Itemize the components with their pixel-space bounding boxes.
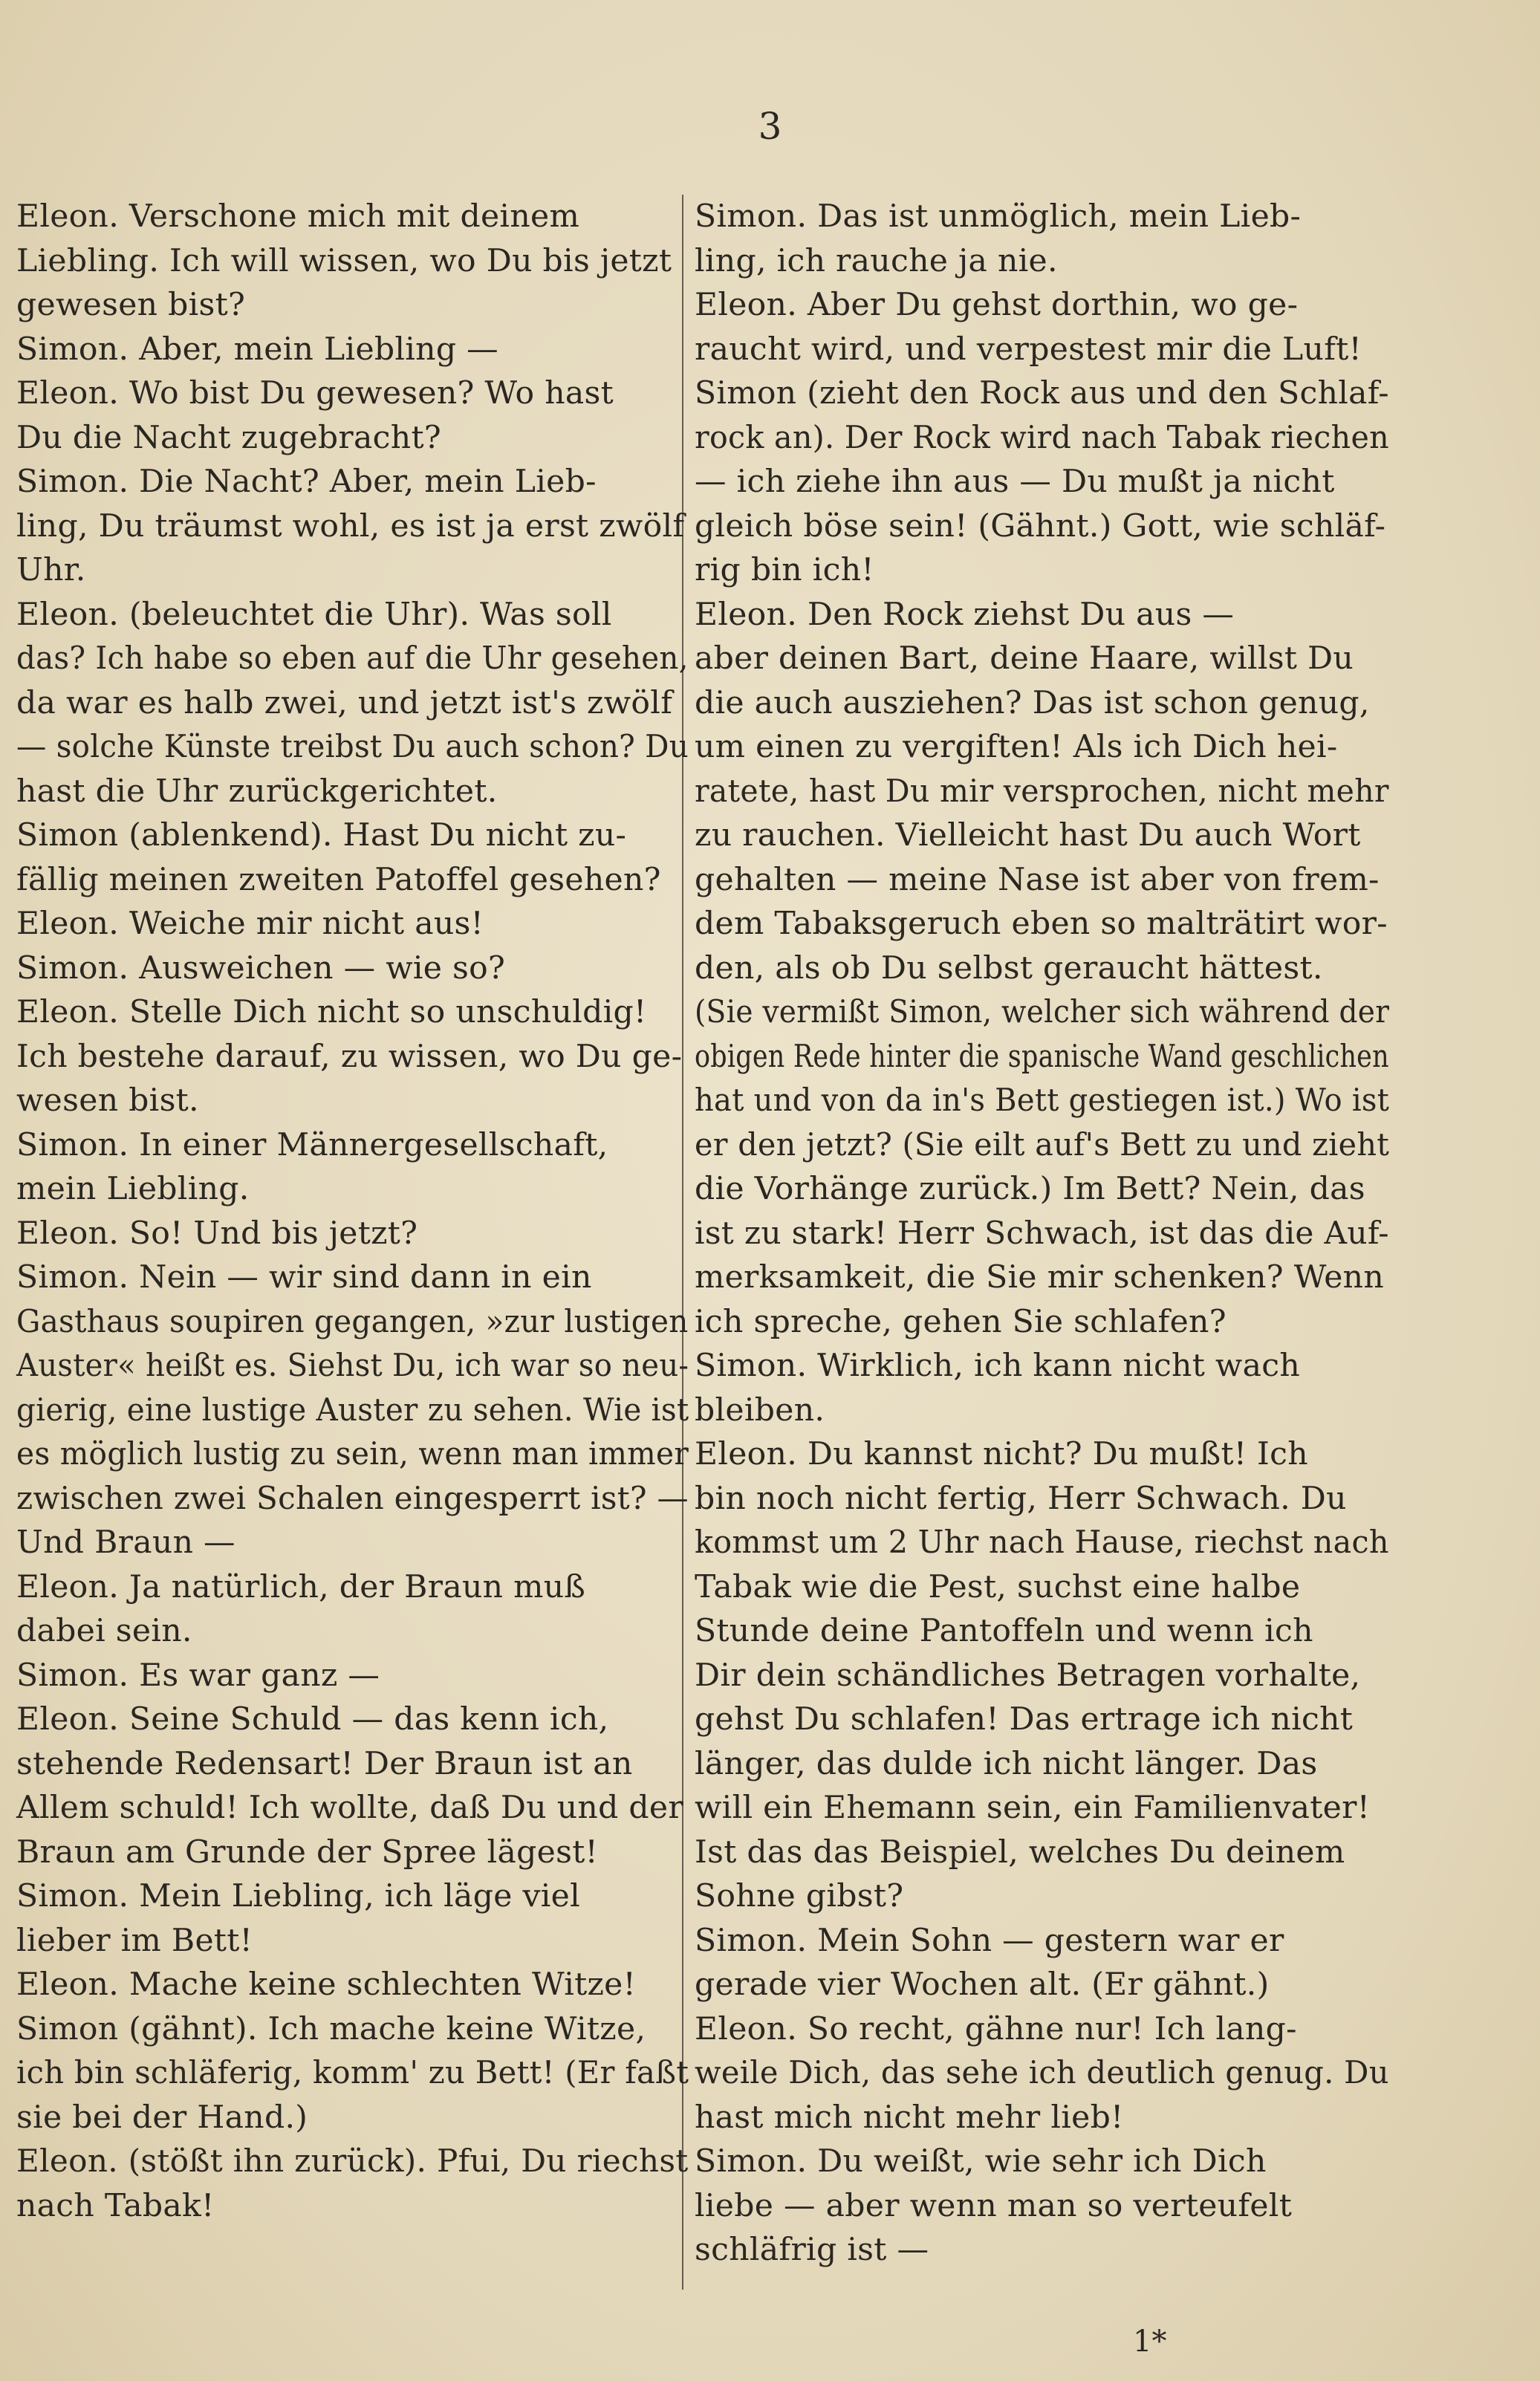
signature-mark: 1* (1133, 2325, 1167, 2359)
page-number: 3 (758, 105, 782, 148)
text-line: Eleon. Wo bist Du gewesen? Wo hast (16, 375, 614, 412)
text-line: zwischen zwei Schalen eingesperrt ist? — (16, 1480, 689, 1517)
text-line: Simon. Es war ganz — (16, 1657, 380, 1694)
text-line: ich bin schläferig, komm' zu Bett! (Er faßt (16, 2055, 689, 2091)
text-line: Eleon. Ja natürlich, der Braun muß (16, 1568, 586, 1605)
text-line: Eleon. (stößt ihn zurück). Pfui, Du riechst (16, 2143, 689, 2180)
text-line: hast die Uhr zurückgerichtet. (16, 773, 498, 810)
text-line: den, als ob Du selbst geraucht hättest. (695, 949, 1323, 987)
text-line: — solche Künste treibst Du auch schon? Du (16, 729, 689, 765)
text-line: Eleon. Aber Du gehst dorthin, wo ge- (695, 287, 1299, 323)
text-line: das? Ich habe so eben auf die Uhr gesehen, (16, 640, 689, 677)
right-column (695, 195, 1389, 2273)
text-line: Simon. Die Nacht? Aber, mein Lieb- (16, 464, 597, 500)
text-line: Simon. Ausweichen — wie so? (16, 949, 506, 987)
text-line: es möglich lustig zu sein, wenn man immer (16, 1436, 689, 1472)
text-line: Simon. Aber, mein Liebling — (16, 331, 498, 368)
text-line: hat und von da in's Bett gestiegen ist.) Wo ist (695, 1082, 1390, 1119)
text-line: Eleon. Du kannst nicht? Du mußt! Ich (695, 1436, 1308, 1472)
text-line: Eleon. Stelle Dich nicht so unschuldig! (16, 994, 647, 1030)
text-line: bin noch nicht fertig, Herr Schwach. Du (695, 1480, 1347, 1517)
text-line: gehst Du schlafen! Das ertrage ich nicht (695, 1701, 1354, 1738)
text-line: Und Braun — (16, 1524, 235, 1561)
text-line: raucht wird, und verpestest mir die Luft! (695, 331, 1362, 368)
text-line: Eleon. So recht, gähne nur! Ich lang- (695, 2010, 1297, 2047)
text-line: kommst um 2 Uhr nach Hause, riechst nach (695, 1524, 1389, 1561)
text-line: nach Tabak! (16, 2187, 215, 2224)
text-line: dem Tabaksgeruch eben so malträtirt wor- (695, 906, 1388, 942)
text-line: zu rauchen. Vielleicht hast Du auch Wort (695, 817, 1361, 854)
text-line: (Sie vermißt Simon, welcher sich während der (695, 994, 1390, 1030)
text-line: gierig, eine lustige Auster zu sehen. Wie ist (16, 1391, 689, 1429)
text-line: Simon (ablenkend). Hast Du nicht zu- (16, 817, 627, 854)
text-line: sie bei der Hand.) (16, 2099, 308, 2136)
text-line: Eleon. Mache keine schlechten Witze! (16, 1966, 637, 2003)
text-line: Eleon. Verschone mich mit deinem (16, 198, 580, 235)
text-line: Ich bestehe darauf, zu wissen, wo Du ge- (16, 1038, 683, 1075)
text-line: schläfrig ist — (695, 2232, 929, 2268)
text-line: Du die Nacht zugebracht? (16, 419, 441, 456)
text-line: Simon. In einer Männergesellschaft, (16, 1126, 608, 1163)
text-line: ist zu stark! Herr Schwach, ist das die Auf- (695, 1215, 1389, 1252)
text-line: dabei sein. (16, 1613, 192, 1649)
text-line: Simon. Nein — wir sind dann in ein (16, 1259, 592, 1296)
text-line: hast mich nicht mehr lieb! (695, 2099, 1124, 2136)
text-line: obigen Rede hinter die spanische Wand geschlichen (695, 1038, 1389, 1075)
text-line: ling, ich rauche ja nie. (695, 242, 1058, 279)
text-line: Eleon. (beleuchtet die Uhr). Was soll (16, 596, 612, 633)
text-line: gleich böse sein! (Gähnt.) Gott, wie schläf- (695, 507, 1386, 545)
text-line: Allem schuld! Ich wollte, daß Du und der (16, 1790, 683, 1826)
text-line: fällig meinen zweiten Patoffel gesehen? (16, 861, 661, 898)
text-line: Simon. Du weißt, wie sehr ich Dich (695, 2143, 1267, 2180)
text-line: lieber im Bett! (16, 1922, 253, 1959)
text-line: Gasthaus soupiren gegangen, »zur lustigen (16, 1303, 689, 1340)
text-line: Uhr. (16, 552, 86, 588)
text-line: ling, Du träumst wohl, es ist ja erst zwölf (16, 507, 685, 545)
text-line: wesen bist. (16, 1082, 199, 1119)
text-line: Simon. Wirklich, ich kann nicht wach (695, 1348, 1300, 1384)
text-line: Tabak wie die Pest, suchst eine halbe (695, 1568, 1301, 1605)
text-line: stehende Redensart! Der Braun ist an (16, 1745, 633, 1782)
text-line: die auch ausziehen? Das ist schon genug, (695, 684, 1370, 721)
text-line: gehalten — meine Nase ist aber von frem- (695, 861, 1380, 898)
text-line: will ein Ehemann sein, ein Familienvater! (695, 1790, 1371, 1826)
text-line: Liebling. Ich will wissen, wo Du bis jetzt (16, 242, 672, 279)
text-line: gewesen bist? (16, 287, 246, 323)
text-line: Eleon. Seine Schuld — das kenn ich, (16, 1701, 609, 1738)
text-line: Simon. Mein Sohn — gestern war er (695, 1922, 1284, 1959)
text-line: gerade vier Wochen alt. (Er gähnt.) (695, 1966, 1270, 2003)
text-line: Simon (gähnt). Ich mache keine Witze, (16, 2010, 646, 2047)
text-line: Braun am Grunde der Spree lägest! (16, 1833, 598, 1871)
text-line: Simon. Mein Liebling, ich läge viel (16, 1878, 581, 1914)
text-line: Eleon. So! Und bis jetzt? (16, 1215, 418, 1252)
text-line: mein Liebling. (16, 1171, 250, 1207)
text-line: — ich ziehe ihn aus — Du mußt ja nicht (695, 464, 1335, 500)
text-line: die Vorhänge zurück.) Im Bett? Nein, das (695, 1171, 1365, 1207)
text-line: Dir dein schändliches Betragen vorhalte, (695, 1657, 1361, 1694)
text-line: er den jetzt? (Sie eilt auf's Bett zu und zieht (695, 1126, 1390, 1163)
text-line: Eleon. Den Rock ziehst Du aus — (695, 596, 1235, 633)
text-line: Simon (zieht den Rock aus und den Schlaf- (695, 375, 1389, 412)
text-line: Eleon. Weiche mir nicht aus! (16, 906, 484, 942)
text-line: weile Dich, das sehe ich deutlich genug. Du (695, 2055, 1389, 2091)
text-line: rig bin ich! (695, 552, 874, 588)
text-line: ratete, hast Du mir versprochen, nicht mehr (695, 773, 1389, 810)
text-line: da war es halb zwei, und jetzt ist's zwölf (16, 684, 673, 721)
left-column (16, 195, 689, 2228)
text-line: Stunde deine Pantoffeln und wenn ich (695, 1613, 1313, 1649)
text-line: rock an). Der Rock wird nach Tabak riechen (695, 419, 1389, 456)
text-line: Simon. Das ist unmöglich, mein Lieb- (695, 198, 1302, 235)
text-line: ich spreche, gehen Sie schlafen? (695, 1303, 1227, 1340)
text-line: Sohne gibst? (695, 1878, 904, 1914)
text-line: um einen zu vergiften! Als ich Dich hei- (695, 729, 1338, 765)
text-line: merksamkeit, die Sie mir schenken? Wenn (695, 1259, 1385, 1296)
text-line: aber deinen Bart, deine Haare, willst Du (695, 640, 1354, 677)
text-line: Auster« heißt es. Siehst Du, ich war so neu- (16, 1348, 689, 1384)
text-line: Ist das das Beispiel, welches Du deinem (695, 1833, 1345, 1871)
text-line: länger, das dulde ich nicht länger. Das (695, 1745, 1318, 1782)
text-line: liebe — aber wenn man so verteufelt (695, 2187, 1293, 2224)
text-line: bleiben. (695, 1391, 825, 1429)
